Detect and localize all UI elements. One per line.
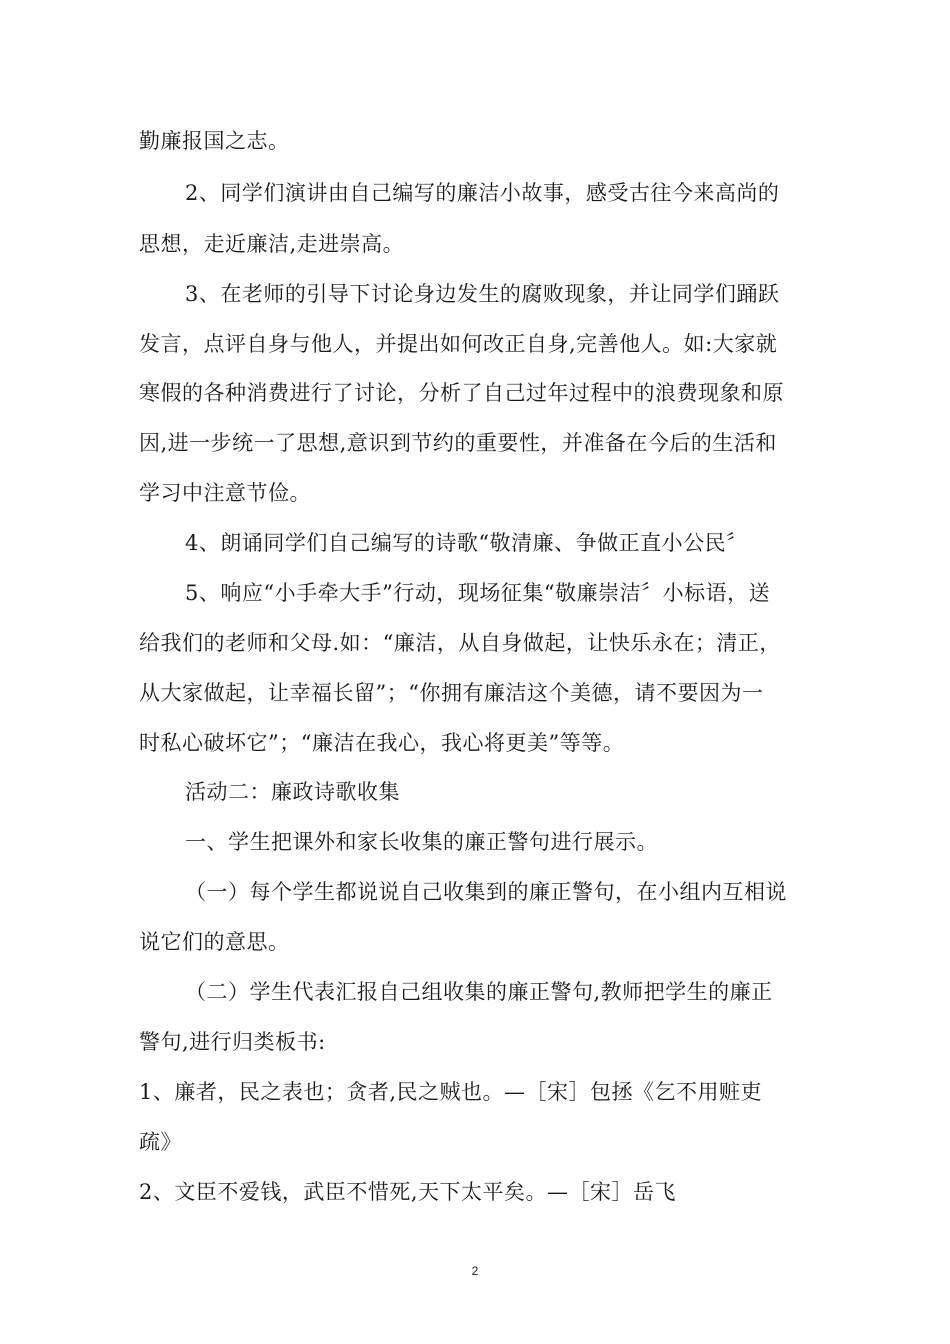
text-line: 给我们的老师和父母.如：“廉洁，从自身做起，让快乐永在；清正， (139, 631, 781, 655)
quote-line: 1、廉者，民之表也；贪者,民之贼也。—［宋］包拯《乞不用赃吏 (139, 1080, 763, 1104)
text-line: 学习中注意节俭。 (139, 481, 311, 505)
text-line: 发言，点评自身与他人，并提出如何改正自身,完善他人。如:大家就 (139, 332, 778, 356)
text-line: 警句,进行归类板书: (139, 1030, 326, 1054)
text-line: 勤廉报国之志。 (139, 129, 290, 153)
text-line: 4、朗诵同学们自己编写的诗歌“敬清廉、争做正直小公民〞 (185, 531, 748, 555)
text-line: 寒假的各种消费进行了讨论，分析了自己过年过程中的浪费现象和原 (139, 381, 784, 405)
quote-line: 疏》 (139, 1130, 182, 1154)
text-line: 因,进一步统一了思想,意识到节约的重要性，并准备在今后的生活和 (139, 431, 777, 455)
text-line: 时私心破坏它”；“廉洁在我心，我心将更美”等等。 (139, 731, 625, 755)
text-line: （一）每个学生都说说自己收集到的廉正警句，在小组内互相说 (185, 880, 787, 904)
text-line: 思想，走近廉洁,走进崇高。 (139, 232, 405, 256)
text-line: （二）学生代表汇报自己组收集的廉正警句,教师把学生的廉正 (185, 980, 773, 1004)
text-line: 3、在老师的引导下讨论身边发生的腐败现象，并让同学们踊跃 (185, 282, 780, 306)
text-line: 一、学生把课外和家长收集的廉正警句进行展示。 (185, 830, 658, 854)
text-line: 2、同学们演讲由自己编写的廉洁小故事，感受古往今来高尚的 (185, 181, 780, 205)
text-line: 5、响应“小手牵大手”行动，现场征集“敬廉崇洁〞小标语，送 (185, 581, 771, 605)
section-heading: 活动二：廉政诗歌收集 (185, 780, 400, 804)
page-number: 2 (471, 1264, 479, 1278)
text-line: 从大家做起，让幸福长留”；“你拥有廉洁这个美德，请不要因为一 (139, 681, 764, 705)
quote-line: 2、文臣不爱钱，武臣不惜死,天下太平矣。—［宋］岳飞 (139, 1180, 677, 1204)
text-line: 说它们的意思。 (139, 930, 290, 954)
